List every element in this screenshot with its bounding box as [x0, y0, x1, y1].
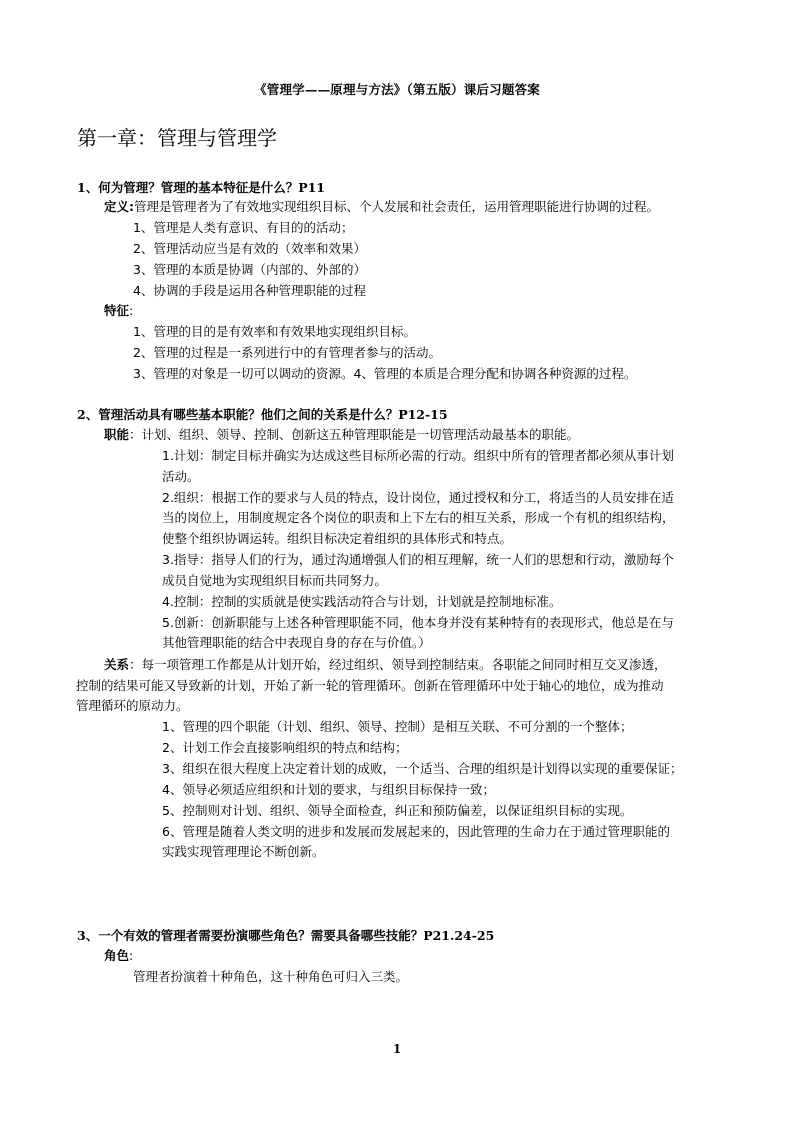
- features-label: 特征: [104, 303, 130, 318]
- question-3-heading: 3、一个有效的管理者需要扮演哪些角色？需要具备哪些技能？P21.24-25: [77, 928, 495, 943]
- q2-function-line: 当的岗位上，用制度规定各个岗位的职责和上下左右的相互关系，形成一个有机的组织结构，: [162, 510, 675, 525]
- q2-relation-item: 6、管理是随着人类文明的进步和发展而发展起来的，因此管理的生命力在于通过管理职能的: [162, 824, 670, 839]
- question-1-heading: 1、何为管理？管理的基本特征是什么？P11: [77, 180, 325, 195]
- definition-text: 管理是管理者为了有效地实现组织目标、个人发展和社会责任，运用管理职能进行协调的过程。: [134, 199, 660, 214]
- q1-features: [104, 301, 133, 319]
- q2-functions: [104, 425, 579, 443]
- q1-feature-item: 2、管理的过程是一系列进行中的有管理者参与的活动。: [133, 345, 441, 360]
- relation-text: ：每一项管理工作都是从计划开始，经过组织、领导到控制结束。各职能之间同时相互交叉渗透，: [129, 657, 667, 672]
- page-number: 1: [392, 1042, 402, 1056]
- functions-label: 职能: [104, 427, 130, 442]
- functions-text: ：计划、组织、领导、控制、创新这五种管理职能是一切管理活动最基本的职能。: [129, 427, 580, 442]
- q3-roles: [104, 946, 133, 964]
- q2-relation: [104, 655, 667, 673]
- roles-label: 角色: [104, 948, 130, 963]
- q2-relation-line: 管理循环的原动力。: [76, 698, 189, 713]
- q1-feature-item: 1、管理的目的是有效率和有效果地实现组织目标。: [133, 324, 416, 339]
- q1-feature-item: 3、管理的对象是一切可以调动的资源。4、管理的本质是合理分配和协调各种资源的过程。: [133, 366, 637, 381]
- document-title: 《管理学——原理与方法》（第五版）课后习题答案: [254, 82, 540, 97]
- q2-relation-item: 5、控制则对计划、组织、领导全面检查，纠正和预防偏差，以保证组织目标的实现。: [162, 803, 633, 818]
- q2-function-line: 5.创新：创新职能与上述各种管理职能不同，他本身并没有某种特有的表现形式，他总是在与: [162, 615, 674, 630]
- chapter-title: 第一章：管理与管理学: [77, 126, 277, 150]
- q2-function-line: 使整个组织协调运转。组织目标决定着组织的具体形式和特点。: [162, 531, 513, 546]
- q2-function-line: 其他管理职能的结合中表现自身的存在与价值。）: [162, 635, 431, 650]
- features-colon: :: [129, 303, 134, 318]
- q2-function-line: 活动。: [162, 469, 200, 484]
- roles-colon: :: [129, 948, 134, 963]
- q2-relation-item: 实践实现管理理论不断创新。: [162, 844, 325, 859]
- q2-relation-line: 控制的结果可能又导致新的计划，开始了新一轮的管理循环。创新在管理循环中处于轴心的地位，成为推动: [76, 678, 664, 693]
- question-2-heading: 2、管理活动具有哪些基本职能？他们之间的关系是什么？P12-15: [77, 407, 448, 422]
- q1-definition: [104, 197, 659, 215]
- q1-def-item: 3、管理的本质是协调（内部的、外部的）: [133, 262, 366, 277]
- q2-function-line: 成员自觉地为实现组织目标而共同努力。: [162, 573, 388, 588]
- definition-label: 定义:: [104, 199, 134, 214]
- q2-relation-item: 1、管理的四个职能（计划、组织、领导、控制）是相互关联、不可分割的一个整体；: [162, 719, 633, 734]
- relation-label: 关系: [104, 657, 130, 672]
- q2-function-line: 2.组织：根据工作的要求与人员的特点，设计岗位，通过授权和分工，将适当的人员安排在适: [162, 490, 674, 505]
- q2-relation-item: 3、组织在很大程度上决定着计划的成败，一个适当、合理的组织是计划得以实现的重要保证；: [162, 761, 683, 776]
- q2-relation-item: 4、领导必须适应组织和计划的要求，与组织目标保持一致；: [162, 782, 495, 797]
- q1-def-item: 4、协调的手段是运用各种管理职能的过程: [133, 283, 366, 298]
- q2-function-line: 3.指导：指导人们的行为，通过沟通增强人们的相互理解，统一人们的思想和行动，激励每个: [162, 552, 674, 567]
- q1-def-item: 2、管理活动应当是有效的（效率和效果）: [133, 241, 366, 256]
- q1-def-item: 1、管理是人类有意识、有目的的活动；: [133, 220, 354, 235]
- q2-function-line: 4.控制：控制的实质就是使实践活动符合与计划，计划就是控制地标准。: [162, 594, 562, 609]
- q2-function-line: 1.计划：制定目标并确实为达成这些目标所必需的行动。组织中所有的管理者都必须从事计划: [162, 448, 674, 463]
- q2-relation-item: 2、计划工作会直接影响组织的特点和结构；: [162, 740, 408, 755]
- q3-roles-text: 管理者扮演着十种角色，这十种角色可归入三类。: [133, 969, 409, 984]
